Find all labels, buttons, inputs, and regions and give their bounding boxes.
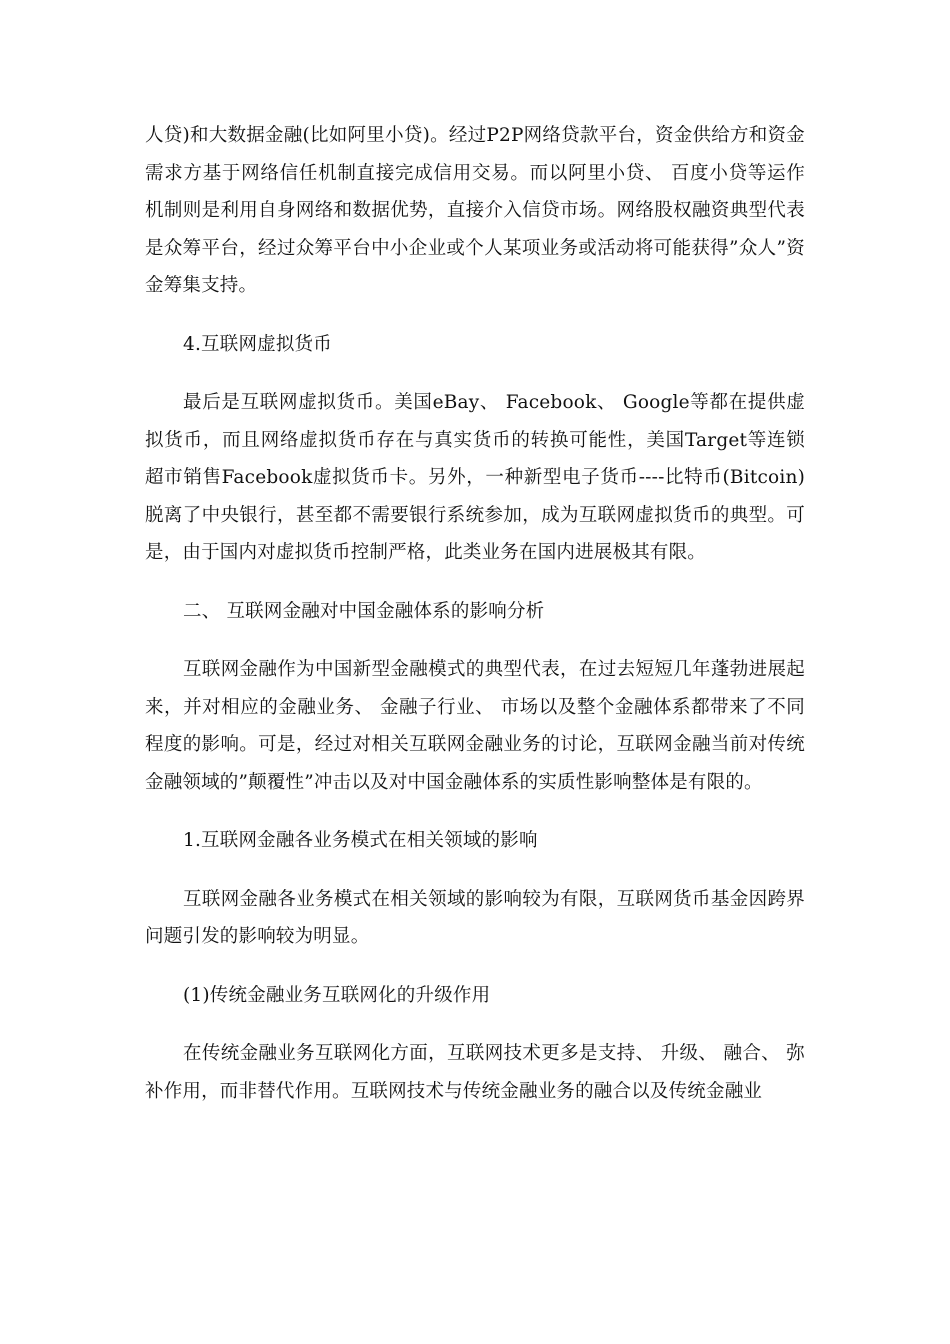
paragraph-upgrade-role: 在传统金融业务互联网化方面，互联网技术更多是支持、 升级、 融合、 弥补作用，而非替代作用。互联网技术与传统金融业务的融合以及传统金融业 — [145, 1043, 805, 1102]
section-heading-virtual-currency: 4.互联网虚拟货币 — [183, 333, 332, 355]
document-body — [145, 117, 805, 1110]
paragraph-impact-overview: 互联网金融作为中国新型金融模式的典型代表，在过去短短几年蓬勃进展起来，并对相应的金融业务、 金融子行业、 市场以及整个金融体系都带来了不同程度的影响。可是，经过对相关互联网金融业务的讨论，互联网金融当前对传统金融领域的”颠覆性”冲击以及对中国金融体系的实质性影响整体是有限的。 — [145, 659, 805, 793]
paragraph-p2p-lending: 人贷)和大数据金融(比如阿里小贷)。经过P2P网络贷款平台，资金供给方和资金需求方基于网络信任机制直接完成信用交易。而以阿里小贷、 百度小贷等运作机制则是利用自身网络和数据优势，直接介入信贷市场。网络股权融资典型代表是众筹平台，经过众筹平台中小企业或个人某项业务或活动将可能获得”众人”资金筹集支持。 — [145, 125, 805, 296]
paragraph-virtual-currency: 最后是互联网虚拟货币。美国eBay、 Facebook、 Google等都在提供虚拟货币，而且网络虚拟货币存在与真实货币的转换可能性，美国Target等连锁超市销售Facebook虚拟货币卡。另外，一种新型电子货币----比特币(Bitcoin)脱离了中央银行，甚至都不需要银行系统参加，成为互联网虚拟货币的典型。可是，由于国内对虚拟货币控制严格，此类业务在国内进展极其有限。 — [145, 392, 805, 563]
section-heading-business-models: 1.互联网金融各业务模式在相关领域的影响 — [183, 830, 538, 851]
paragraph-business-models: 互联网金融各业务模式在相关领域的影响较为有限，互联网货币基金因跨界问题引发的影响较为明显。 — [145, 888, 805, 947]
section-heading-impact-analysis: 二、 互联网金融对中国金融体系的影响分析 — [183, 600, 545, 622]
section-heading-upgrade-role: (1)传统金融业务互联网化的升级作用 — [183, 984, 491, 1006]
